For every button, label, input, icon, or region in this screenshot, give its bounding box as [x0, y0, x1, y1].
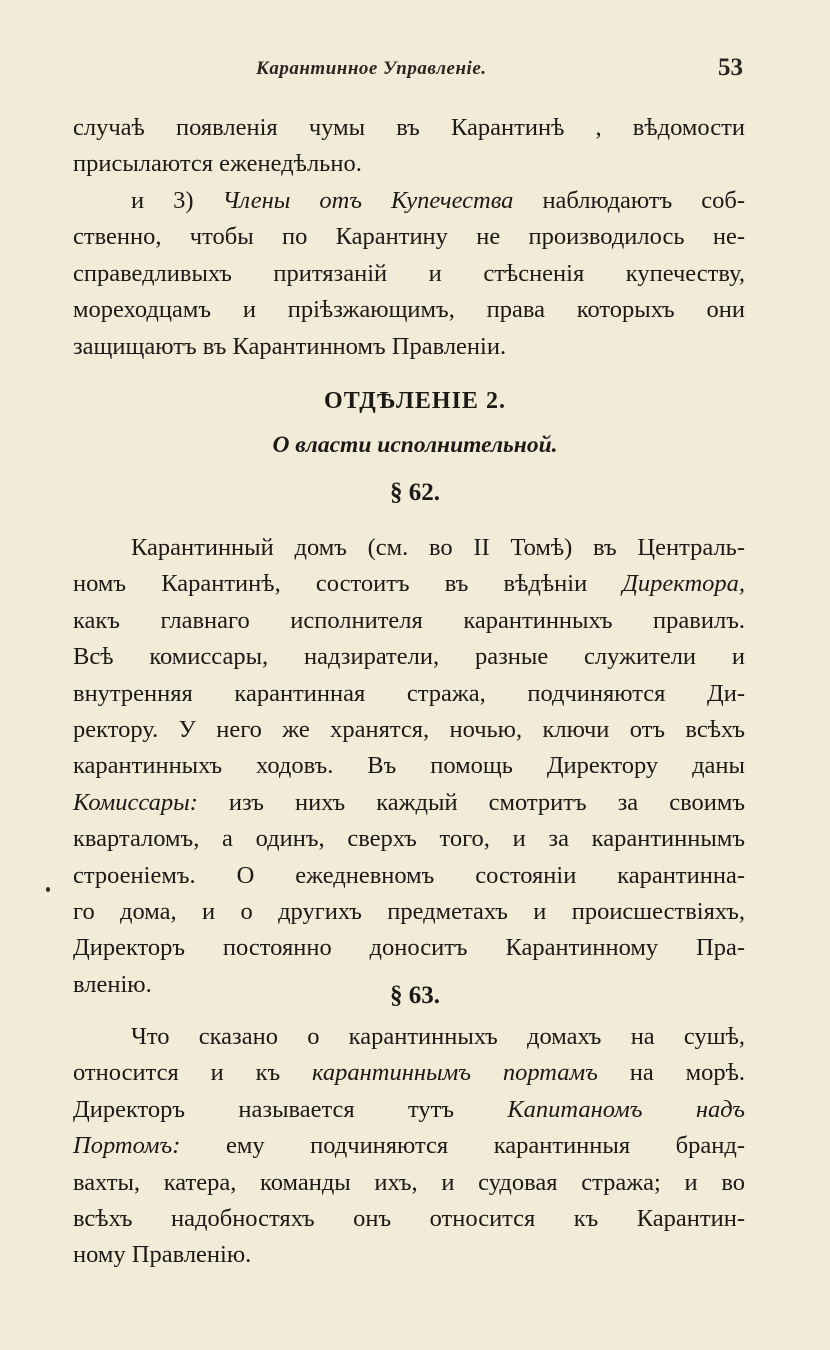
text-fragment: на морѣ.	[629, 1059, 745, 1087]
text-line: Директоръ постоянно доноситъ Карантинному Пра-	[73, 934, 745, 962]
section-subtitle: О власти исполнительной.	[272, 432, 558, 458]
text-fragment: изъ нихъ каждый смотритъ за своимъ	[228, 788, 746, 816]
running-head	[0, 54, 830, 84]
text-line: Что сказано о карантинныхъ домахъ на сушѣ,	[131, 1023, 745, 1050]
text-line	[73, 1128, 745, 1164]
paragraph-item-3	[73, 183, 745, 365]
text-line: всѣхъ надобностяхъ онъ относится къ Карантин-	[73, 1204, 745, 1232]
text-line: го дома, и о другихъ предметахъ и происшествіяхъ,	[73, 897, 745, 925]
paragraph-sign-63: § 63.	[390, 982, 440, 1009]
italic-term: Комиссары:	[73, 788, 198, 816]
text-line: вахты, катера, команды ихъ, и судовая стража; и во	[73, 1168, 745, 1196]
text-line	[73, 785, 745, 821]
italic-term: карантиннымъ портамъ	[312, 1059, 598, 1087]
text-fragment: относится и къ	[73, 1059, 281, 1087]
section-heading: ОТДѢЛЕНІЕ 2.	[324, 388, 506, 414]
text-line: вленію.	[73, 970, 152, 998]
item-number: и 3)	[131, 187, 194, 214]
text-line: строеніемъ. О ежедневномъ состояніи карантинна-	[73, 861, 745, 889]
text-line: внутренняя карантинная стража, подчиняются Ди-	[73, 679, 745, 707]
text-line: ректору. У него же хранятся, ночью, ключи отъ всѣхъ	[73, 715, 745, 743]
italic-term: Капитаномъ надъ	[507, 1095, 746, 1123]
ink-speck	[46, 887, 50, 892]
text-line	[73, 183, 745, 219]
text-fragment: Директоръ называется тутъ	[73, 1095, 455, 1123]
text-line: ственно, чтобы по Карантину не производилось не-	[73, 223, 745, 251]
text-line: Всѣ комиссары, надзиратели, разные служители и	[73, 643, 745, 671]
paragraph-62	[73, 530, 745, 1003]
text-fragment: наблюдаютъ соб-	[542, 187, 746, 214]
paragraph-continued	[73, 110, 745, 183]
italic-term: Портомъ:	[73, 1132, 181, 1160]
text-line: случаѣ появленія чумы въ Карантинѣ , вѣдомости	[73, 114, 745, 141]
text-line: мореходцамъ и пріѣзжающимъ, права которыхъ они	[73, 296, 745, 324]
running-head-title: Карантинное Управленіе.	[256, 58, 487, 79]
text-line: присылаются еженедѣльно.	[73, 150, 362, 178]
text-fragment: ему подчиняются карантинныя бранд-	[225, 1132, 745, 1160]
text-line: справедливыхъ притязаній и стѣсненія купечеству,	[73, 259, 745, 287]
text-line: ному Правленію.	[73, 1241, 252, 1269]
page-number: 53	[718, 54, 743, 81]
text-line: карантинныхъ ходовъ. Въ помощь Директору даны	[73, 752, 745, 780]
paragraph-sign-62: § 62.	[390, 479, 440, 506]
italic-term: Члены отъ Купечества	[222, 187, 514, 214]
text-line: защищаютъ въ Карантинномъ Правленіи.	[73, 332, 507, 360]
italic-term: Директора,	[622, 570, 746, 598]
text-line	[73, 1055, 745, 1091]
text-line: Карантинный домъ (см. во II Томѣ) въ Централь-	[131, 534, 745, 561]
text-line: кварталомъ, а одинъ, сверхъ того, и за карантиннымъ	[73, 825, 745, 853]
text-line	[73, 566, 745, 602]
paragraph-63	[73, 1019, 745, 1274]
text-line	[73, 1092, 745, 1128]
text-fragment: номъ Карантинѣ, состоитъ въ вѣдѣніи	[73, 570, 588, 598]
text-line: какъ главнаго исполнителя карантинныхъ правилъ.	[73, 606, 745, 634]
